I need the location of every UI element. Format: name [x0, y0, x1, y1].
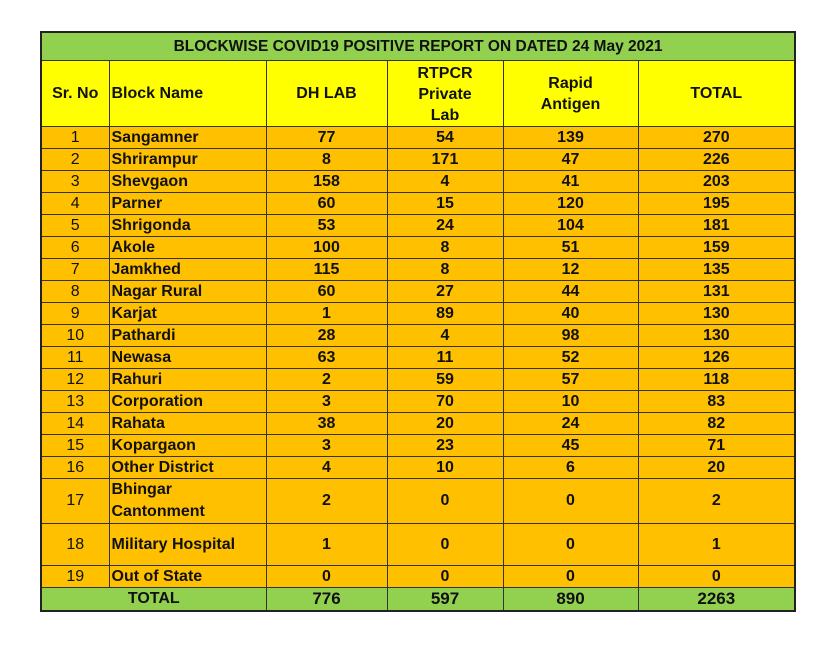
row-rtpcr: 10 — [387, 457, 503, 479]
total-label: TOTAL — [41, 588, 266, 612]
row-block-name: Karjat — [109, 303, 266, 325]
header-row — [41, 61, 795, 127]
header-rapid-antigen: Rapid Antigen — [503, 61, 638, 127]
row-dh-lab: 4 — [266, 457, 387, 479]
row-rapid-antigen: 24 — [503, 413, 638, 435]
row-block-name: Shevgaon — [109, 171, 266, 193]
row-sr-no: 10 — [41, 325, 109, 347]
table-row — [41, 303, 795, 325]
row-rapid-antigen: 10 — [503, 391, 638, 413]
header-total: TOTAL — [638, 61, 795, 127]
row-block-name: Rahuri — [109, 369, 266, 391]
row-total: 131 — [638, 281, 795, 303]
row-sr-no: 9 — [41, 303, 109, 325]
row-block-name: Nagar Rural — [109, 281, 266, 303]
header-block-name: Block Name — [109, 61, 266, 127]
grand-total: 2263 — [638, 588, 795, 612]
row-total: 203 — [638, 171, 795, 193]
title-row — [41, 32, 795, 61]
table-row — [41, 325, 795, 347]
row-rapid-antigen: 120 — [503, 193, 638, 215]
row-rapid-antigen: 51 — [503, 237, 638, 259]
total-row — [41, 588, 795, 612]
total-dh-lab: 776 — [266, 588, 387, 612]
table-row — [41, 127, 795, 149]
row-sr-no: 8 — [41, 281, 109, 303]
row-total: 83 — [638, 391, 795, 413]
row-rtpcr: 0 — [387, 524, 503, 566]
header-dh-lab: DH LAB — [266, 61, 387, 127]
row-total: 118 — [638, 369, 795, 391]
row-dh-lab: 53 — [266, 215, 387, 237]
row-total: 20 — [638, 457, 795, 479]
row-rapid-antigen: 0 — [503, 524, 638, 566]
row-sr-no: 17 — [41, 479, 109, 524]
row-sr-no: 2 — [41, 149, 109, 171]
row-total: 195 — [638, 193, 795, 215]
row-total: 226 — [638, 149, 795, 171]
row-rapid-antigen: 139 — [503, 127, 638, 149]
row-rapid-antigen: 6 — [503, 457, 638, 479]
row-total: 82 — [638, 413, 795, 435]
row-sr-no: 7 — [41, 259, 109, 281]
table-row — [41, 347, 795, 369]
row-rtpcr: 0 — [387, 479, 503, 524]
row-total: 135 — [638, 259, 795, 281]
row-total: 181 — [638, 215, 795, 237]
row-rapid-antigen: 0 — [503, 566, 638, 588]
row-block-name: Rahata — [109, 413, 266, 435]
table-row — [41, 259, 795, 281]
row-sr-no: 13 — [41, 391, 109, 413]
header-sr-no: Sr. No — [41, 61, 109, 127]
row-block-name: Sangamner — [109, 127, 266, 149]
row-dh-lab: 158 — [266, 171, 387, 193]
table-row — [41, 237, 795, 259]
table-body — [41, 127, 795, 588]
table-row — [41, 524, 795, 566]
row-sr-no: 6 — [41, 237, 109, 259]
row-dh-lab: 77 — [266, 127, 387, 149]
table-row — [41, 215, 795, 237]
row-dh-lab: 60 — [266, 193, 387, 215]
row-rapid-antigen: 40 — [503, 303, 638, 325]
row-rtpcr: 89 — [387, 303, 503, 325]
row-rtpcr: 15 — [387, 193, 503, 215]
row-rtpcr: 54 — [387, 127, 503, 149]
row-rtpcr: 8 — [387, 259, 503, 281]
row-rtpcr: 8 — [387, 237, 503, 259]
total-rtpcr: 597 — [387, 588, 503, 612]
report-title: BLOCKWISE COVID19 POSITIVE REPORT ON DATED 24 May 2021 — [41, 32, 795, 61]
row-rapid-antigen: 52 — [503, 347, 638, 369]
row-total: 130 — [638, 303, 795, 325]
row-rapid-antigen: 41 — [503, 171, 638, 193]
covid-report-table — [40, 31, 796, 612]
row-rtpcr: 4 — [387, 171, 503, 193]
row-rapid-antigen: 57 — [503, 369, 638, 391]
table-row — [41, 193, 795, 215]
row-rtpcr: 0 — [387, 566, 503, 588]
row-dh-lab: 2 — [266, 369, 387, 391]
table-row — [41, 171, 795, 193]
row-sr-no: 15 — [41, 435, 109, 457]
row-sr-no: 16 — [41, 457, 109, 479]
table-row — [41, 457, 795, 479]
row-block-name: Other District — [109, 457, 266, 479]
row-block-name: Parner — [109, 193, 266, 215]
row-dh-lab: 38 — [266, 413, 387, 435]
row-sr-no: 4 — [41, 193, 109, 215]
row-rapid-antigen: 0 — [503, 479, 638, 524]
row-sr-no: 1 — [41, 127, 109, 149]
table-row — [41, 391, 795, 413]
row-dh-lab: 0 — [266, 566, 387, 588]
row-rapid-antigen: 98 — [503, 325, 638, 347]
row-block-name: Jamkhed — [109, 259, 266, 281]
row-total: 126 — [638, 347, 795, 369]
row-sr-no: 12 — [41, 369, 109, 391]
row-rapid-antigen: 104 — [503, 215, 638, 237]
row-total: 130 — [638, 325, 795, 347]
header-rtpcr-private-lab: RTPCR Private Lab — [387, 61, 503, 127]
row-rapid-antigen: 45 — [503, 435, 638, 457]
table-row — [41, 566, 795, 588]
row-rtpcr: 20 — [387, 413, 503, 435]
row-block-name: Pathardi — [109, 325, 266, 347]
row-rapid-antigen: 47 — [503, 149, 638, 171]
row-total: 159 — [638, 237, 795, 259]
row-rtpcr: 70 — [387, 391, 503, 413]
row-rtpcr: 27 — [387, 281, 503, 303]
row-dh-lab: 3 — [266, 435, 387, 457]
row-block-name: Shrirampur — [109, 149, 266, 171]
row-dh-lab: 1 — [266, 524, 387, 566]
row-block-name: Newasa — [109, 347, 266, 369]
row-block-name: Military Hospital — [109, 524, 266, 566]
table-row — [41, 369, 795, 391]
row-rapid-antigen: 44 — [503, 281, 638, 303]
row-rapid-antigen: 12 — [503, 259, 638, 281]
row-sr-no: 5 — [41, 215, 109, 237]
row-total: 71 — [638, 435, 795, 457]
row-total: 270 — [638, 127, 795, 149]
table-row — [41, 413, 795, 435]
row-dh-lab: 115 — [266, 259, 387, 281]
table-row — [41, 479, 795, 524]
row-rtpcr: 23 — [387, 435, 503, 457]
row-block-name: Kopargaon — [109, 435, 266, 457]
table-row — [41, 435, 795, 457]
row-rtpcr: 24 — [387, 215, 503, 237]
row-rtpcr: 11 — [387, 347, 503, 369]
row-dh-lab: 8 — [266, 149, 387, 171]
row-dh-lab: 2 — [266, 479, 387, 524]
row-dh-lab: 63 — [266, 347, 387, 369]
row-rtpcr: 59 — [387, 369, 503, 391]
row-dh-lab: 3 — [266, 391, 387, 413]
row-total: 0 — [638, 566, 795, 588]
row-dh-lab: 100 — [266, 237, 387, 259]
row-block-name: Corporation — [109, 391, 266, 413]
row-block-name: Shrigonda — [109, 215, 266, 237]
row-total: 2 — [638, 479, 795, 524]
table-row — [41, 281, 795, 303]
row-dh-lab: 28 — [266, 325, 387, 347]
row-sr-no: 11 — [41, 347, 109, 369]
row-sr-no: 19 — [41, 566, 109, 588]
table-row — [41, 149, 795, 171]
row-rtpcr: 171 — [387, 149, 503, 171]
row-block-name: Akole — [109, 237, 266, 259]
row-sr-no: 14 — [41, 413, 109, 435]
row-dh-lab: 1 — [266, 303, 387, 325]
row-sr-no: 18 — [41, 524, 109, 566]
row-sr-no: 3 — [41, 171, 109, 193]
row-block-name: Bhingar Cantonment — [109, 479, 266, 524]
row-total: 1 — [638, 524, 795, 566]
total-rapid-antigen: 890 — [503, 588, 638, 612]
row-rtpcr: 4 — [387, 325, 503, 347]
row-block-name: Out of State — [109, 566, 266, 588]
row-dh-lab: 60 — [266, 281, 387, 303]
